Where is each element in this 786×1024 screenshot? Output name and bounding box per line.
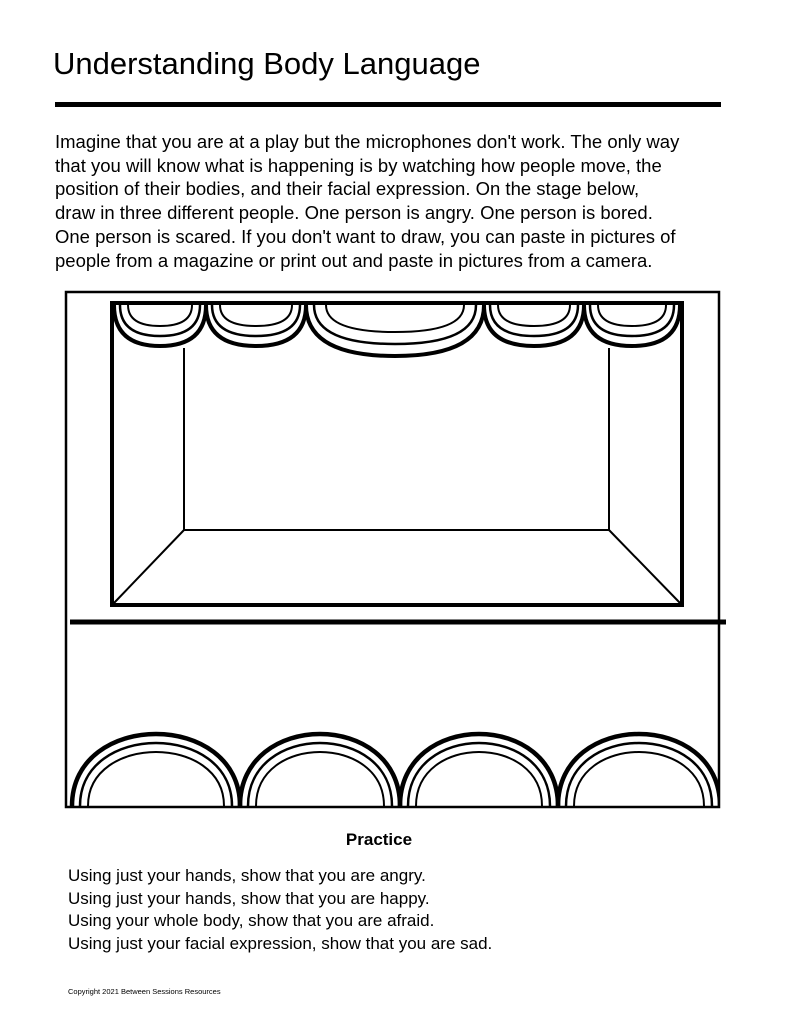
- page-title: Understanding Body Language: [53, 46, 481, 81]
- stage-back-wall: [114, 348, 680, 603]
- curtain-swag: [584, 305, 680, 346]
- stage-proscenium: [112, 303, 682, 605]
- practice-item: Using just your hands, show that you are happy.: [68, 888, 430, 908]
- curtain-valance: [114, 305, 680, 356]
- practice-item: Using your whole body, show that you are afraid.: [68, 911, 435, 930]
- footlight-arch: [240, 734, 400, 806]
- curtain-swag: [206, 305, 306, 346]
- practice-item: Using just your facial expression, show that you are sad.: [68, 933, 493, 953]
- footlight-arch: [558, 734, 720, 806]
- curtain-swag: [484, 305, 584, 346]
- intro-line: position of their bodies, and their facial expression. On the stage below,: [55, 178, 640, 200]
- curtain-swag: [114, 305, 206, 346]
- copyright-notice: Copyright 2021 Between Sessions Resources: [68, 987, 221, 996]
- practice-heading: Practice: [345, 830, 413, 849]
- intro-line: One person is scared. If you don't want to draw, you can paste in pictures of: [55, 225, 676, 247]
- intro-line: that you will know what is happening is by watching how people move, the: [55, 154, 662, 176]
- intro-line: people from a magazine or print out and paste in pictures from a camera.: [55, 249, 653, 271]
- footlight-arch: [400, 734, 558, 806]
- footlight-arches: [72, 734, 720, 806]
- practice-list: [68, 865, 492, 955]
- curtain-swag: [306, 305, 484, 356]
- intro-line: Imagine that you are at a play but the microphones don't work. The only way: [55, 131, 680, 152]
- intro-line: draw in three different people. One person is angry. One person is bored.: [55, 202, 653, 224]
- practice-item: Using just your hands, show that you are angry.: [68, 866, 426, 885]
- footlight-arch: [72, 734, 240, 806]
